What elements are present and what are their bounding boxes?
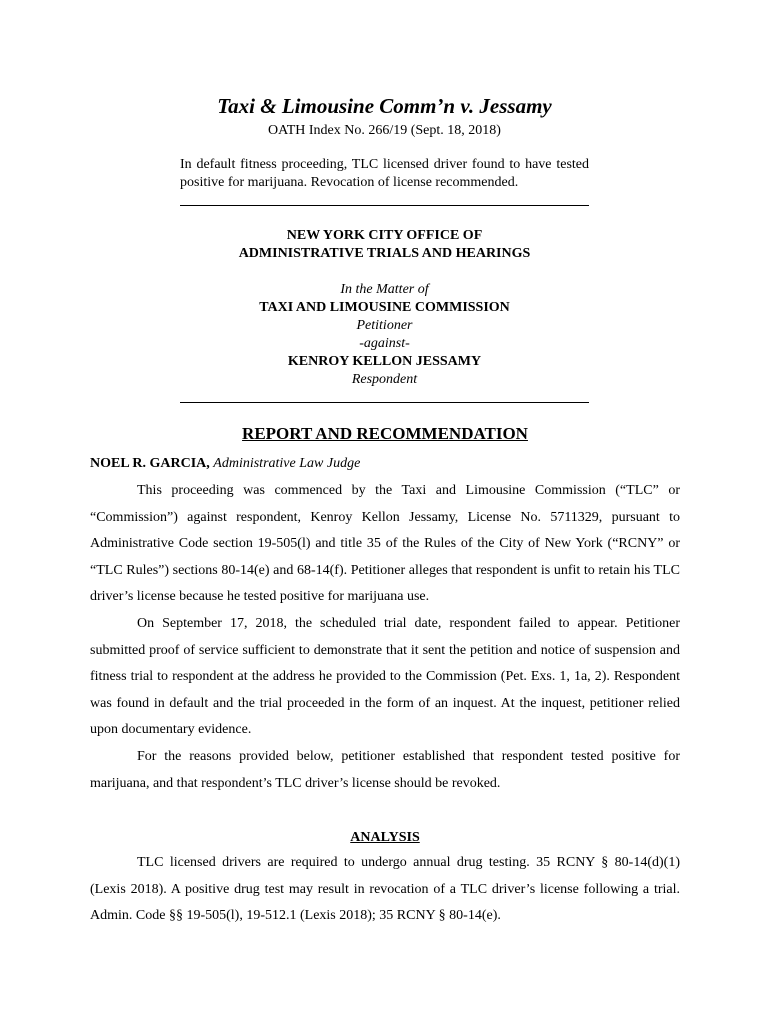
decision-header [180,92,589,192]
report-title: REPORT AND RECOMMENDATION [242,424,528,443]
paragraph-conclusion [90,744,680,797]
paragraph-analysis [90,850,680,930]
judge-line [90,455,360,473]
paragraph-text: TLC licensed drivers are required to undergo annual drug testing. 35 RCNY § 80-14(d)(1) (Lexis 2018). A positive drug test may result in revocation of a TLC driver’s license following a trial. Admin. Code §§ 19-505(l), 19-512.1 (Lexis 2018); 35 RCNY § 80-14(e). [90,855,680,924]
judge-title: Administrative Law Judge [213,456,361,471]
agency-name-line2: ADMINISTRATIVE TRIALS AND HEARINGS [238,246,531,261]
agency-name-line1: NEW YORK CITY OFFICE OF [286,228,483,243]
divider-bottom [180,402,589,403]
paragraph-default [90,611,680,744]
petitioner-name: TAXI AND LIMOUSINE COMMISSION [259,300,510,315]
analysis-heading: ANALYSIS [350,830,420,845]
judge-name: NOEL R. GARCIA, [90,456,210,471]
petitioner-role: Petitioner [356,318,413,333]
respondent-role: Respondent [351,372,418,387]
paragraph-text: On September 17, 2018, the scheduled trial date, respondent failed to appear. Petitioner submitted proof of service sufficient to demonstrate that it sent the petition and notice of suspension and fitness trial to respondent at the address he provided to the Commission (Pet. Exs. 1, 1a, 2). Respondent was found in default and the trial proceeded in the form of an inquest. At the inquest, petitioner relied upon documentary evidence. [90,616,680,738]
paragraph-text: For the reasons provided below, petitioner established that respondent tested positive for marijuana, and that respondent’s TLC driver’s license should be revoked. [90,749,680,791]
in-the-matter-of: In the Matter of [340,282,429,297]
paragraph-proceeding [90,478,680,611]
index-number: OATH Index No. 266/19 (Sept. 18, 2018) [268,123,501,138]
case-summary: In default fitness proceeding, TLC licensed driver found to have tested positive for marijuana. Revocation of license recommended. [180,157,589,190]
respondent-name: KENROY KELLON JESSAMY [287,354,482,369]
case-title: Taxi & Limousine Comm’n v. Jessamy [217,94,552,118]
agency-caption [180,227,589,389]
divider-top [180,205,589,206]
against-label: -against- [359,336,410,351]
paragraph-text: This proceeding was commenced by the Taxi and Limousine Commission (“TLC” or “Commission”) against respondent, Kenroy Kellon Jessamy, License No. 5711329, pursuant to Administrative Code section 19-505(l) and title 35 of the Rules of the City of New York (“RCNY” or “TLC Rules”) sections 80-14(e) and 68-14(f). Petitioner alleges that respondent is unfit to retain his TLC driver’s license because he tested positive for marijuana use. [90,483,680,605]
